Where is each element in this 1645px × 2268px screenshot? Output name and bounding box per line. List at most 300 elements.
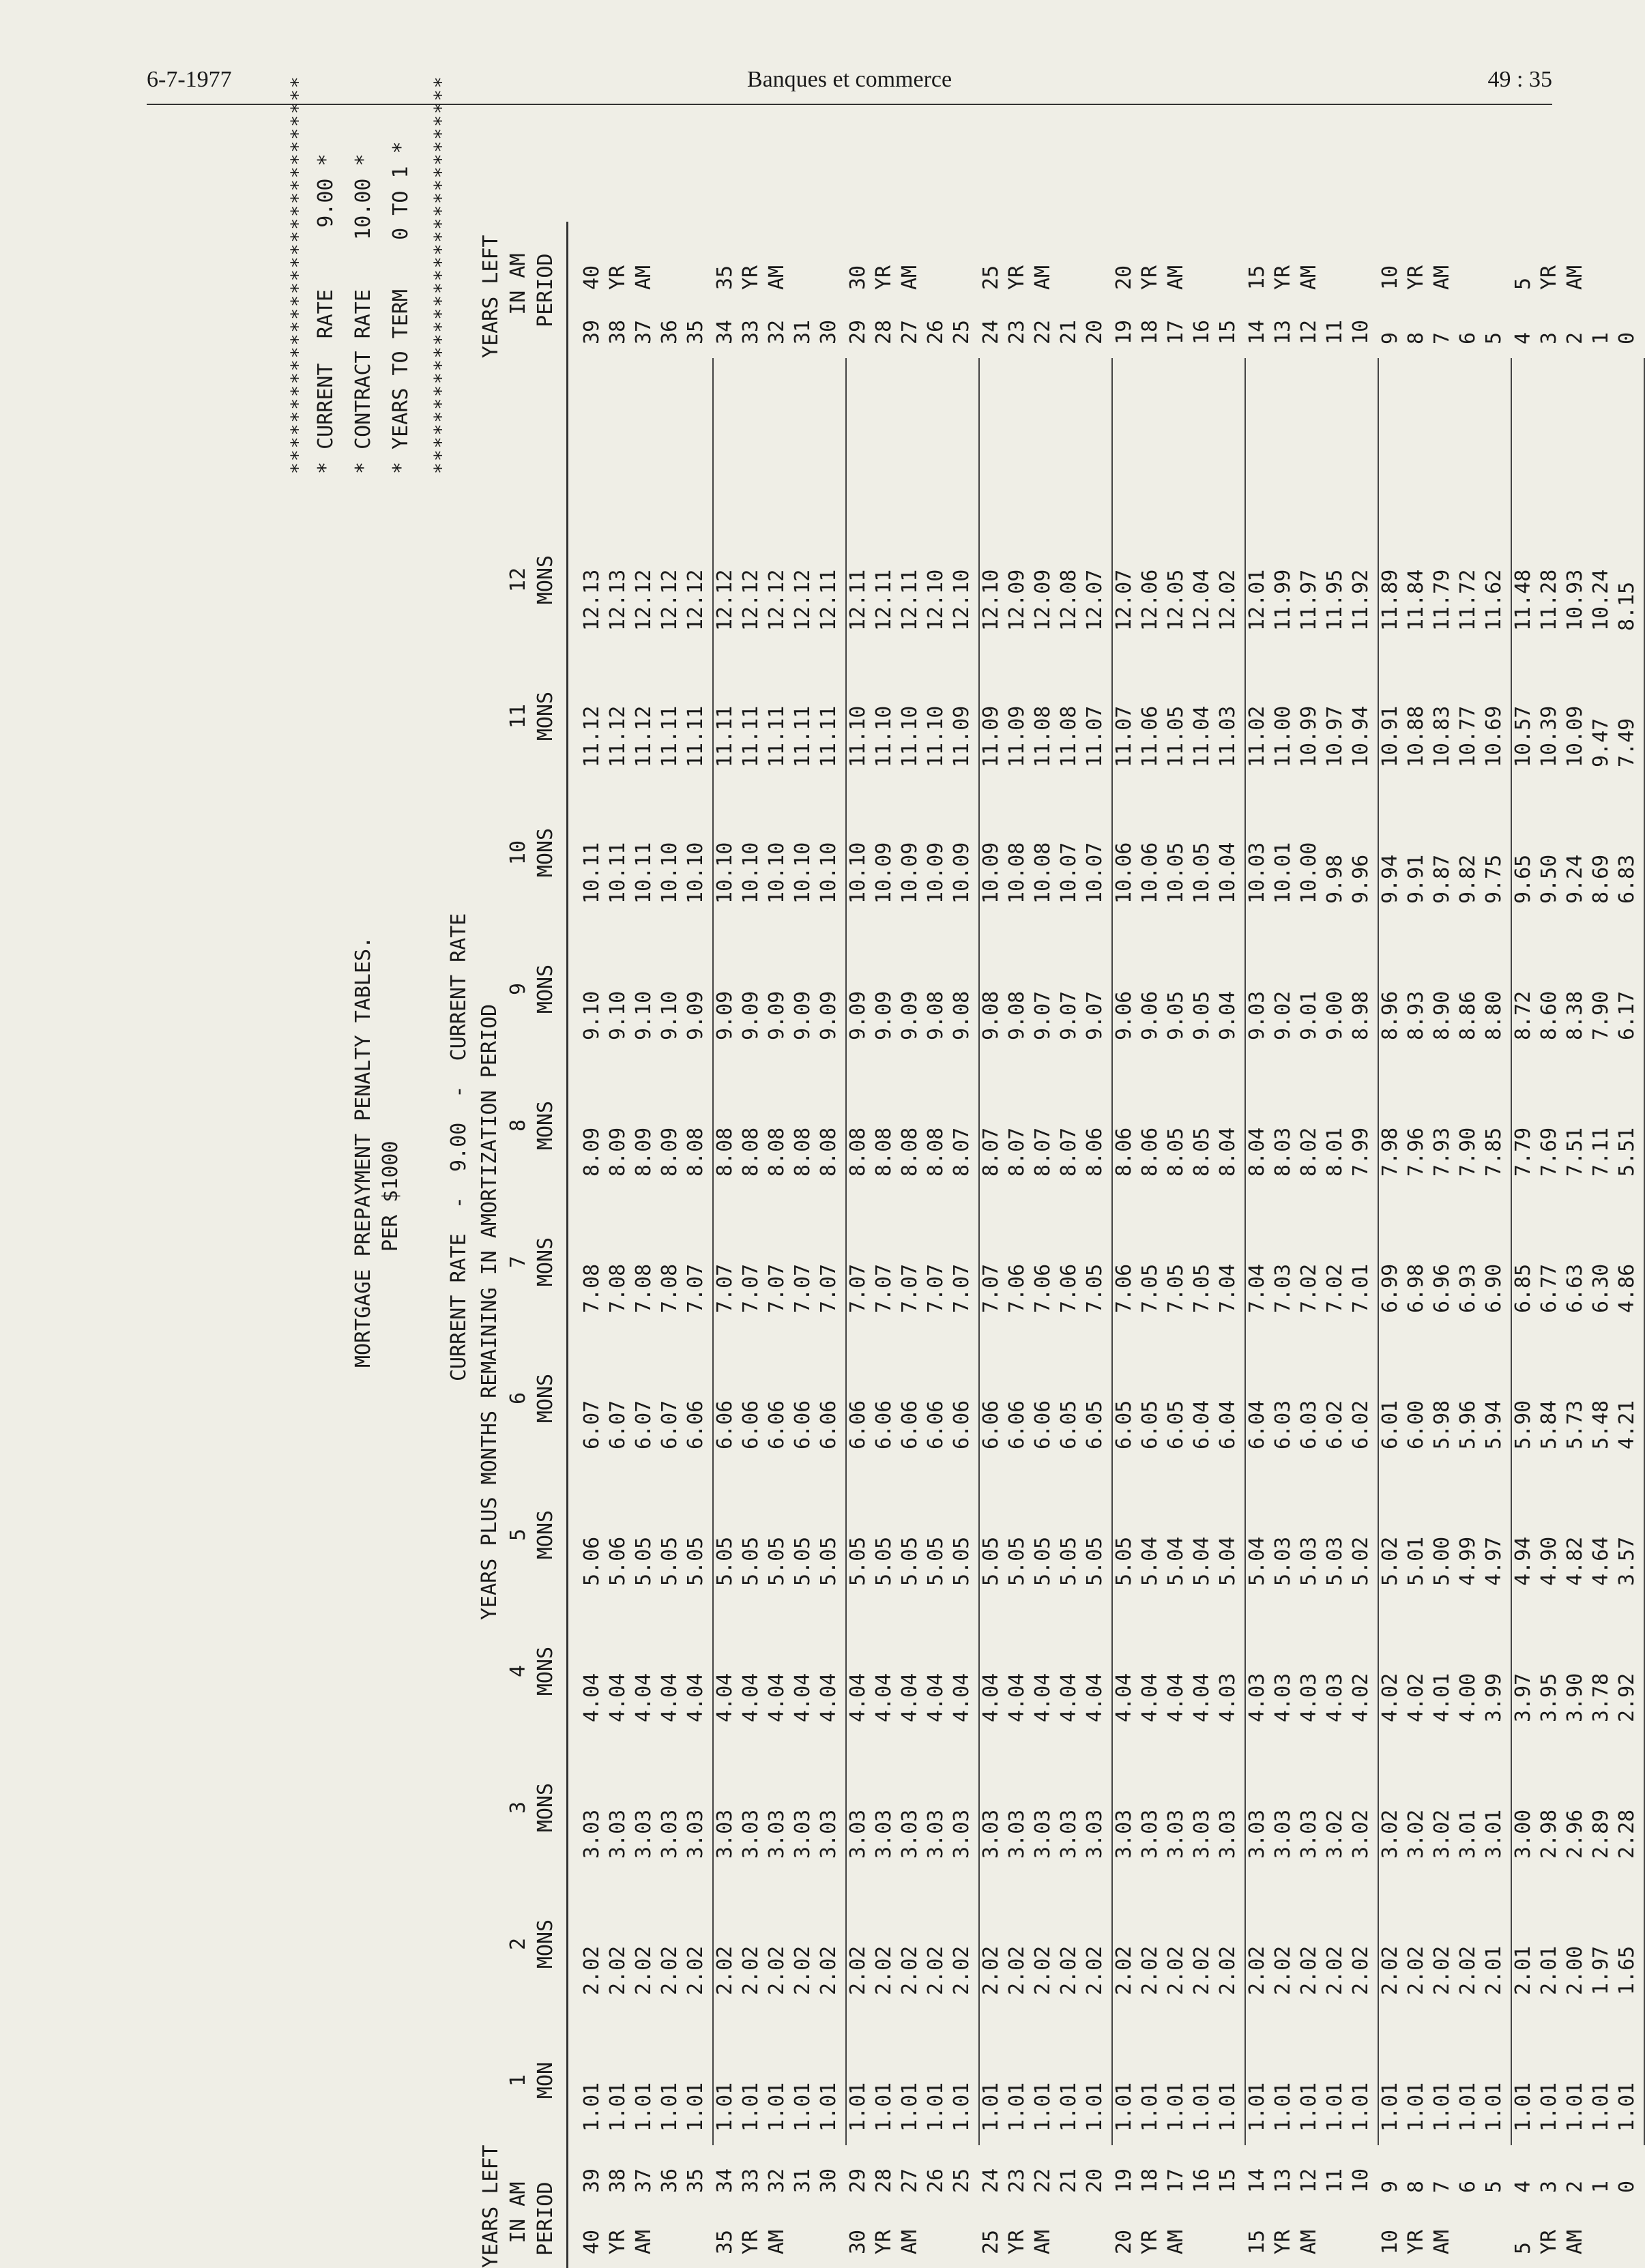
table-cell: 1.01	[1216, 2082, 1240, 2132]
table-cell: 9.07	[1057, 990, 1081, 1040]
table-cell: 6.85	[1511, 1263, 1535, 1313]
table-cell: 1.01	[1349, 2082, 1373, 2132]
table-cell: 4.04	[898, 1673, 922, 1722]
table-cell: 1.01	[1589, 2082, 1613, 2132]
table-cell: 6.17	[1615, 990, 1639, 1040]
table-cell: 1.01	[632, 2082, 656, 2132]
row-year-left: 3	[1537, 2180, 1561, 2193]
table-cell: 11.03	[1216, 705, 1240, 767]
table-cell: 4.64	[1589, 1536, 1613, 1586]
row-year-right: 39	[580, 319, 604, 344]
table-cell: 3.03	[1031, 1809, 1055, 1859]
table-cell: 4.04	[1138, 1673, 1162, 1722]
info-current-rate: * CURRENT RATE 9.00 *	[314, 153, 338, 474]
table-cell: 6.04	[1216, 1400, 1240, 1449]
column-header-unit: MONS	[534, 1100, 557, 1151]
table-cell: 5.05	[817, 1536, 841, 1586]
table-cell: 8.90	[1430, 990, 1454, 1040]
table-cell: 5.48	[1589, 1400, 1613, 1449]
table-cell: 9.07	[1031, 990, 1055, 1040]
table-cell: 9.03	[1245, 990, 1269, 1040]
table-cell: 5.04	[1164, 1536, 1188, 1586]
group-label-right: AM	[1031, 265, 1055, 290]
table-cell: 6.99	[1378, 1263, 1402, 1313]
table-cell: 3.03	[1005, 1809, 1029, 1859]
table-cell: 8.08	[817, 1127, 841, 1177]
table-cell: 11.11	[791, 705, 815, 767]
table-cell: 10.04	[1216, 842, 1240, 904]
table-cell: 5.05	[846, 1536, 870, 1586]
table-cell: 1.01	[580, 2082, 604, 2132]
table-cell: 10.11	[606, 842, 630, 904]
table-cell: 12.07	[1083, 569, 1107, 631]
table-cell: 4.01	[1430, 1673, 1454, 1722]
row-year-left: 26	[924, 2168, 948, 2193]
table-cell: 4.04	[1190, 1673, 1214, 1722]
table-cell: 12.10	[924, 569, 948, 631]
table-cell: 8.69	[1589, 854, 1613, 904]
table-cell: 3.02	[1430, 1809, 1454, 1859]
table-cell: 9.82	[1456, 854, 1480, 904]
table-cell: 8.09	[658, 1127, 682, 1177]
table-cell: 9.98	[1323, 854, 1347, 904]
table-cell: 9.24	[1563, 854, 1587, 904]
table-cell: 11.05	[1164, 705, 1188, 767]
table-cell: 7.08	[658, 1263, 682, 1313]
table-cell: 12.06	[1138, 569, 1162, 631]
table-cell: 4.03	[1297, 1673, 1321, 1722]
group-label-left: YR	[1271, 2229, 1295, 2254]
group-label-left: YR	[872, 2229, 896, 2254]
table-cell: 8.05	[1164, 1127, 1188, 1177]
table-cell: 1.01	[1190, 2082, 1214, 2132]
table-cell: 4.00	[1456, 1673, 1480, 1722]
row-year-right: 37	[632, 319, 656, 344]
table-cell: 8.80	[1482, 990, 1506, 1040]
table-cell: 5.05	[791, 1536, 815, 1586]
table-cell: 6.06	[765, 1400, 789, 1449]
table-cell: 3.03	[1057, 1809, 1081, 1859]
table-cell: 4.02	[1378, 1673, 1402, 1722]
table-cell: 9.09	[765, 990, 789, 1040]
table-cell: 2.02	[713, 1945, 737, 1995]
table-cell: 4.99	[1456, 1536, 1480, 1586]
row-year-left: 14	[1245, 2168, 1269, 2193]
group-label-right: YR	[739, 265, 763, 290]
table-cell: 5.03	[1323, 1536, 1347, 1586]
table-cell: 6.06	[791, 1400, 815, 1449]
table-cell: 3.03	[817, 1809, 841, 1859]
group-label-right: AM	[1297, 265, 1321, 290]
table-cell: 2.89	[1589, 1809, 1613, 1859]
group-label-right: YR	[872, 265, 896, 290]
table-cell: 11.09	[1005, 705, 1029, 767]
table-cell: 4.04	[1083, 1673, 1107, 1722]
table-cell: 12.07	[1112, 569, 1136, 631]
table-cell: 9.00	[1323, 990, 1347, 1040]
table-cell: 6.05	[1138, 1400, 1162, 1449]
table-cell: 6.04	[1245, 1400, 1269, 1449]
table-cell: 5.73	[1563, 1400, 1587, 1449]
table-cell: 2.02	[1430, 1945, 1454, 1995]
table-cell: 1.65	[1615, 1945, 1639, 1995]
table-cell: 6.06	[1031, 1400, 1055, 1449]
table-cell: 2.00	[1563, 1945, 1587, 1995]
table-cell: 11.48	[1511, 569, 1535, 631]
table-cell: 3.03	[1112, 1809, 1136, 1859]
table-cell: 8.05	[1190, 1127, 1214, 1177]
table-cell: 7.04	[1216, 1263, 1240, 1313]
table-cell: 1.01	[1378, 2082, 1402, 2132]
table-cell: 3.03	[606, 1809, 630, 1859]
table-cell: 7.79	[1511, 1127, 1535, 1177]
table-cell: 4.04	[713, 1673, 737, 1722]
table-cell: 4.04	[1164, 1673, 1188, 1722]
table-cell: 5.05	[950, 1536, 974, 1586]
table-cell: 2.02	[846, 1945, 870, 1995]
column-header	[505, 1061, 559, 1190]
table-cell: 1.01	[1271, 2082, 1295, 2132]
row-year-right: 20	[1083, 319, 1107, 344]
row-year-left: 28	[872, 2168, 896, 2193]
group-label-left: 25	[979, 2229, 1003, 2254]
row-year-left: 23	[1005, 2168, 1029, 2193]
column-header-unit: MONS	[534, 827, 557, 878]
group-label-left: 20	[1112, 2229, 1136, 2254]
table-cell: 6.05	[1112, 1400, 1136, 1449]
page-number: 49 : 35	[1487, 67, 1552, 92]
table-cell: 10.83	[1430, 705, 1454, 767]
table-cell: 11.12	[580, 705, 604, 767]
table-cell: 10.09	[924, 842, 948, 904]
table-cell: 2.02	[684, 1945, 708, 1995]
table-cell: 2.02	[765, 1945, 789, 1995]
group-label-left: AM	[1297, 2229, 1321, 2254]
table-cell: 3.03	[872, 1809, 896, 1859]
table-cell: 7.07	[898, 1263, 922, 1313]
table-cell: 1.01	[1511, 2082, 1535, 2132]
group-label-right: AM	[1430, 265, 1454, 290]
info-contract-rate: * CONTRACT RATE 10.00 *	[351, 153, 375, 474]
row-year-right: 0	[1615, 332, 1639, 344]
table-cell: 11.10	[924, 705, 948, 767]
table-cell: 3.03	[898, 1809, 922, 1859]
table-cell: 5.05	[658, 1536, 682, 1586]
table-cell: 1.01	[1031, 2082, 1055, 2132]
row-year-left: 19	[1112, 2168, 1136, 2193]
column-header-unit: MON	[534, 2061, 557, 2100]
table-cell: 5.05	[1083, 1536, 1107, 1586]
group-label-left: AM	[1164, 2229, 1188, 2254]
table-cell: 3.03	[713, 1809, 737, 1859]
group-label-left: YR	[606, 2229, 630, 2254]
row-year-left: 6	[1456, 2180, 1480, 2193]
row-year-left: 9	[1378, 2180, 1402, 2193]
table-cell: 1.01	[1083, 2082, 1107, 2132]
table-cell: 2.02	[950, 1945, 974, 1995]
table-cell: 3.03	[684, 1809, 708, 1859]
table-cell: 2.02	[924, 1945, 948, 1995]
row-year-left: 34	[713, 2168, 737, 2193]
table-cell: 2.02	[1083, 1945, 1107, 1995]
row-year-right: 6	[1456, 332, 1480, 344]
table-cell: 4.04	[979, 1673, 1003, 1722]
table-cell: 7.07	[765, 1263, 789, 1313]
table-cell: 10.69	[1482, 705, 1506, 767]
column-header-number: 11	[506, 703, 530, 729]
table-cell: 8.08	[924, 1127, 948, 1177]
table-cell: 8.02	[1297, 1127, 1321, 1177]
table-cell: 11.84	[1404, 569, 1428, 631]
table-cell: 4.04	[950, 1673, 974, 1722]
table-cell: 2.02	[1138, 1945, 1162, 1995]
table-cell: 10.11	[580, 842, 604, 904]
row-year-right: 18	[1138, 319, 1162, 344]
table-cell: 9.09	[898, 990, 922, 1040]
table-cell: 3.03	[658, 1809, 682, 1859]
table-cell: 10.09	[950, 842, 974, 904]
table-cell: 4.04	[872, 1673, 896, 1722]
column-header-unit: MONS	[534, 1509, 557, 1560]
table-cell: 7.06	[1112, 1263, 1136, 1313]
table-cell: 3.57	[1615, 1536, 1639, 1586]
info-years-to-term: * YEARS TO TERM 0 TO 1 *	[389, 141, 413, 474]
table-cell: 3.00	[1511, 1809, 1535, 1859]
table-cell: 4.04	[632, 1673, 656, 1722]
group-label-right: AM	[765, 265, 789, 290]
table-cell: 5.01	[1404, 1536, 1428, 1586]
table-cell: 11.99	[1271, 569, 1295, 631]
table-cell: 3.03	[739, 1809, 763, 1859]
table-cell: 7.90	[1589, 990, 1613, 1040]
table-cell: 6.96	[1430, 1263, 1454, 1313]
table-cell: 8.01	[1323, 1127, 1347, 1177]
table-cell: 1.01	[924, 2082, 948, 2132]
table-cell: 10.08	[1031, 842, 1055, 904]
table-cell: 9.08	[950, 990, 974, 1040]
table-cell: 4.03	[1245, 1673, 1269, 1722]
row-year-left: 2	[1563, 2180, 1587, 2193]
table-cell: 9.09	[713, 990, 737, 1040]
table-cell: 5.05	[898, 1536, 922, 1586]
column-header	[505, 651, 559, 781]
table-cell: 11.62	[1482, 569, 1506, 631]
table-cell: 6.05	[1083, 1400, 1107, 1449]
table-cell: 3.02	[1378, 1809, 1402, 1859]
row-year-left: 8	[1404, 2180, 1428, 2193]
table-cell: 7.08	[632, 1263, 656, 1313]
row-year-right: 23	[1005, 319, 1029, 344]
table-cell: 6.03	[1271, 1400, 1295, 1449]
column-header	[505, 788, 559, 917]
table-cell: 3.99	[1482, 1673, 1506, 1722]
table-cell: 1.01	[1138, 2082, 1162, 2132]
table-cell: 10.24	[1589, 569, 1613, 631]
table-cell: 2.02	[1031, 1945, 1055, 1995]
row-year-left: 13	[1271, 2168, 1295, 2193]
table-cell: 2.02	[1297, 1945, 1321, 1995]
row-year-right: 36	[658, 319, 682, 344]
row-year-left: 36	[658, 2168, 682, 2193]
table-cell: 9.94	[1378, 854, 1402, 904]
table-cell: 4.03	[1216, 1673, 1240, 1722]
table-cell: 5.05	[739, 1536, 763, 1586]
table-cell: 3.03	[580, 1809, 604, 1859]
table-cell: 2.02	[872, 1945, 896, 1995]
table-cell: 6.03	[1297, 1400, 1321, 1449]
table-cell: 12.10	[950, 569, 974, 631]
table-cell: 10.11	[632, 842, 656, 904]
table-cell: 2.02	[1216, 1945, 1240, 1995]
table-cell: 7.96	[1404, 1127, 1428, 1177]
column-header-number: 7	[506, 1255, 530, 1269]
row-year-left: 32	[765, 2168, 789, 2193]
group-label-left: YR	[1005, 2229, 1029, 2254]
table-cell: 2.02	[1271, 1945, 1295, 1995]
table-cell: 4.04	[1057, 1673, 1081, 1722]
table-cell: 3.03	[1216, 1809, 1240, 1859]
group-label-left: YR	[1404, 2229, 1428, 2254]
table-cell: 5.06	[606, 1536, 630, 1586]
table-cell: 6.07	[580, 1400, 604, 1449]
table-cell: 4.04	[1031, 1673, 1055, 1722]
table-cell: 7.49	[1615, 718, 1639, 767]
table-subtitle: PER $1000	[379, 1140, 403, 1252]
row-year-right: 38	[606, 319, 630, 344]
table-cell: 1.01	[1057, 2082, 1081, 2132]
table-cell: 11.11	[684, 705, 708, 767]
table-cell: 2.02	[1057, 1945, 1081, 1995]
row-year-left: 25	[950, 2168, 974, 2193]
table-cell: 2.01	[1511, 1945, 1535, 1995]
row-year-left: 1	[1589, 2180, 1613, 2193]
table-cell: 8.98	[1349, 990, 1373, 1040]
table-cell: 12.09	[1005, 569, 1029, 631]
table-cell: 8.72	[1511, 990, 1535, 1040]
table-cell: 8.07	[950, 1127, 974, 1177]
table-cell: 2.02	[1005, 1945, 1029, 1995]
header-rule	[147, 104, 1552, 105]
table-cell: 6.06	[817, 1400, 841, 1449]
table-cell: 9.10	[606, 990, 630, 1040]
table-cell: 11.08	[1057, 705, 1081, 767]
table-cell: 11.11	[765, 705, 789, 767]
column-header-unit: MONS	[534, 1782, 557, 1833]
table-title: MORTGAGE PREPAYMENT PENALTY TABLES.	[351, 936, 375, 1368]
table-cell: 7.06	[1057, 1263, 1081, 1313]
table-cell: 9.09	[846, 990, 870, 1040]
group-label-right: 5	[1511, 277, 1535, 290]
table-cell: 3.97	[1511, 1673, 1535, 1722]
table-cell: 12.11	[898, 569, 922, 631]
table-cell: 10.00	[1297, 842, 1321, 904]
table-cell: 4.04	[846, 1673, 870, 1722]
row-year-right: 14	[1245, 319, 1269, 344]
table-cell: 10.77	[1456, 705, 1480, 767]
table-cell: 3.03	[846, 1809, 870, 1859]
table-cell: 10.91	[1378, 705, 1402, 767]
group-label-right: AM	[632, 265, 656, 290]
table-cell: 1.01	[979, 2082, 1003, 2132]
column-header-number: 5	[506, 1528, 530, 1542]
current-rate-line: CURRENT RATE - 9.00 - CURRENT RATE	[447, 913, 471, 1381]
table-cell: 11.95	[1323, 569, 1347, 631]
table-cell: 10.07	[1057, 842, 1081, 904]
row-year-left: 12	[1297, 2168, 1321, 2193]
table-cell: 3.01	[1456, 1809, 1480, 1859]
table-cell: 9.47	[1589, 718, 1613, 767]
table-cell: 11.10	[846, 705, 870, 767]
row-year-left: 37	[632, 2168, 656, 2193]
table-cell: 2.02	[1378, 1945, 1402, 1995]
column-header-number: 4	[506, 1664, 530, 1678]
table-cell: 2.02	[1245, 1945, 1269, 1995]
column-header-number: 2	[506, 1937, 530, 1951]
table-cell: 7.93	[1430, 1127, 1454, 1177]
table-cell: 9.87	[1430, 854, 1454, 904]
table-cell: 2.01	[1482, 1945, 1506, 1995]
table-cell: 8.08	[846, 1127, 870, 1177]
table-cell: 5.94	[1482, 1400, 1506, 1449]
table-cell: 8.09	[580, 1127, 604, 1177]
table-cell: 8.96	[1378, 990, 1402, 1040]
table-cell: 10.10	[817, 842, 841, 904]
table-cell: 5.05	[765, 1536, 789, 1586]
table-cell: 6.77	[1537, 1263, 1561, 1313]
table-cell: 1.01	[739, 2082, 763, 2132]
table-cell: 5.05	[1057, 1536, 1081, 1586]
table-cell: 2.02	[1349, 1945, 1373, 1995]
table-cell: 12.12	[765, 569, 789, 631]
table-cell: 4.82	[1563, 1536, 1587, 1586]
group-label-right: 10	[1378, 265, 1402, 290]
row-year-right: 29	[846, 319, 870, 344]
row-year-right: 17	[1164, 319, 1188, 344]
column-header-unit: MONS	[534, 1646, 557, 1696]
table-cell: 11.07	[1112, 705, 1136, 767]
table-cell: 2.02	[1404, 1945, 1428, 1995]
group-label-right: YR	[1404, 265, 1428, 290]
table-cell: 6.83	[1615, 854, 1639, 904]
table-cell: 4.90	[1537, 1536, 1561, 1586]
table-cell: 7.98	[1378, 1127, 1402, 1177]
table-cell: 11.08	[1031, 705, 1055, 767]
table-cell: 4.97	[1482, 1536, 1506, 1586]
table-cell: 9.91	[1404, 854, 1428, 904]
table-cell: 8.60	[1537, 990, 1561, 1040]
table-cell: 3.03	[1083, 1809, 1107, 1859]
table-cell: 5.00	[1430, 1536, 1454, 1586]
table-cell: 10.10	[846, 842, 870, 904]
row-year-left: 20	[1083, 2168, 1107, 2193]
table-cell: 6.06	[846, 1400, 870, 1449]
table-cell: 8.07	[979, 1127, 1003, 1177]
row-year-right: 27	[898, 319, 922, 344]
row-year-left: 10	[1349, 2168, 1373, 2193]
table-cell: 3.03	[1138, 1809, 1162, 1859]
table-cell: 9.08	[979, 990, 1003, 1040]
group-label-right: YR	[1537, 265, 1561, 290]
table-cell: 1.01	[1615, 2082, 1639, 2132]
row-year-left: 31	[791, 2168, 815, 2193]
row-year-right: 11	[1323, 319, 1347, 344]
table-cell: 6.93	[1456, 1263, 1480, 1313]
table-cell: 2.02	[1112, 1945, 1136, 1995]
column-header	[505, 924, 559, 1054]
row-year-left: 7	[1430, 2180, 1454, 2193]
table-cell: 12.12	[791, 569, 815, 631]
row-year-right: 35	[684, 319, 708, 344]
